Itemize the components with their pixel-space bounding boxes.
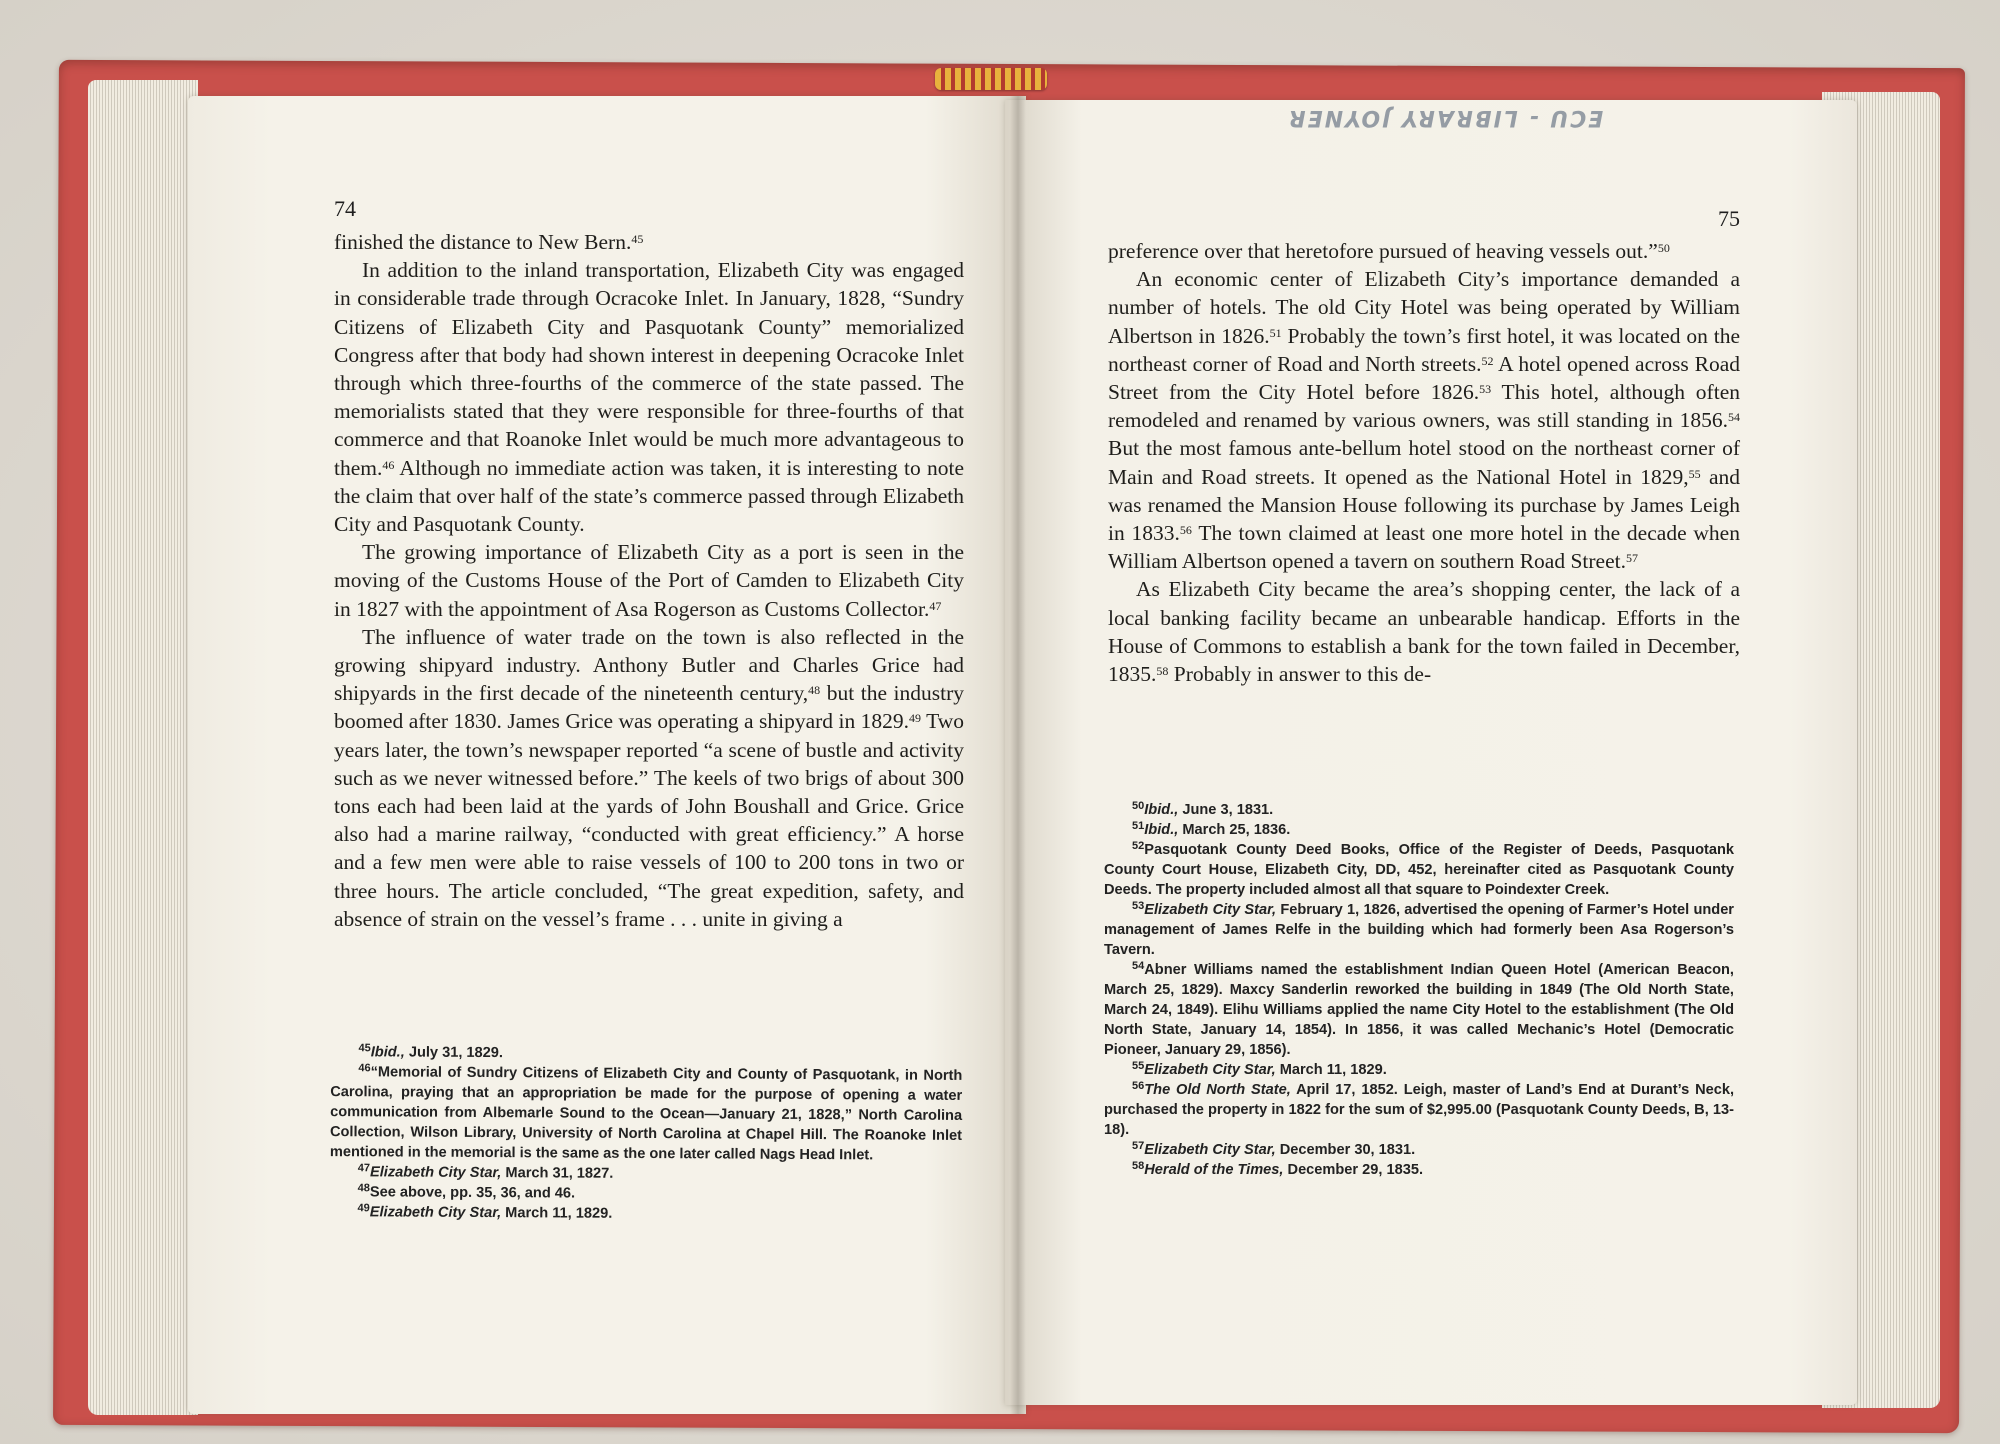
paragraph: The influence of water trade on the town is also reflected in the growing shipyard industry. Anthony Butler and Charles Grice had shipyards in the first decade of the nineteenth century,$^{48}$ but the industry boomed after 1830. James Grice was operating a shipyard in 1829.49 Two years later, the town’s newspaper reported “a scene of bustle and activity such as we never witnessed before.” The keels of two brigs of about 300 tons each had been laid at the yards of John Boushall and Grice. Grice also had a marine railway, “conducted with great efficiency.” A horse and a few men were able to raise vessels of 100 to 200 tons in two or three hours. The article concluded, “The great expedition, safety, and absence of strain on the vessel’s frame . . . unite in giving a: [334, 624, 964, 931]
footnote-ref: 46: [382, 457, 395, 472]
footnote-ref: 49: [909, 711, 922, 726]
footnote: $^{58}$Herald of the Times, December 29, 1835.: [1132, 1160, 1424, 1178]
footnote-ref: 52: [1481, 353, 1494, 368]
footnote-ref: 53: [1479, 382, 1492, 397]
footnote: $^{46}$“Memorial of Sundry Citizens of Elizabeth City and County of Pasquotank, in North Carolina, praying that an appropriation be made for the purpose of opening a water communication from Albemarle Sound to the Ocean—January 21, 1828,” North Carolina Collection, Wilson Library, University of North Carolina at Chapel Hill. The Roanoke Inlet mentioned in the memorial is the same as the one later called Nags Head Inlet.: [329, 1062, 963, 1164]
footnote: $^{57}$Elizabeth City Star, December 30, 1831.: [1132, 1140, 1416, 1158]
headband: [935, 68, 1047, 90]
paragraph: In addition to the inland transportation, Elizabeth City was engaged in considerable trade through Ocracoke Inlet. In January, 1828, “Sundry Citizens of Elizabeth City and Pasquotank County” memorialized Congress after that body had shown interest in deepening Ocracoke Inlet through which three-fourths of the commerce of the state passed. The memorialists stated that they were responsible for three-fourths of that commerce and that Roanoke Inlet would be much more advantageous to them.$^{46}$ Although no immediate action was taken, it is interesting to note the claim that over half of the state’s commerce passed through Elizabeth City and Pasquotank County.: [334, 258, 964, 537]
paragraph: As Elizabeth City became the area’s shopping center, the lack of a local banking facility became an unbearable handicap. Efforts in the House of Commons to establish a bank for the town failed in December, 1835.58 Probably in answer to this de-: [1108, 577, 1740, 687]
footnote: $^{56}$The Old North State, April 17, 1852. Leigh, master of Land’s End at Durant’s Neck, purchased the property in 1822 for the sum of $2,995.00 (Pasquotank County Deeds, B, 13-18).: [1104, 1080, 1735, 1138]
footnote: $^{52}$Pasquotank County Deed Books, Office of the Register of Deeds, Pasquotank County Court House, Elizabeth City, DD, 452, hereinafter cited as Pasquotank County Deeds. The property included almost all that square to Poindexter Creek.: [1104, 840, 1734, 898]
footnote-ref: 48: [808, 683, 821, 698]
footnote: $^{55}$Elizabeth City Star, March 11, 1829.: [1132, 1060, 1387, 1078]
paragraph: preference over that heretofore pursued of heaving vessels out.”$^{50}$: [1108, 239, 1670, 263]
footnote: $^{47}$Elizabeth City Star, March 31, 1827.: [357, 1162, 614, 1182]
right-page-body: [1108, 237, 1740, 688]
library-stamp: ECU - LIBRARY JOYNER: [1286, 105, 1604, 130]
footnote-ref: 56: [1179, 523, 1192, 538]
left-page-footnotes: [329, 1042, 962, 1226]
book-gutter: [1010, 96, 1026, 1414]
paragraph: The growing importance of Elizabeth City as a port is seen in the moving of the Customs House of the Port of Camden to Elizabeth City in 1827 with the appointment of Asa Rogerson as Customs Collector.$^{47}$: [334, 540, 964, 621]
footnote: $^{45}$Ibid., July 31, 1829.: [358, 1042, 504, 1062]
footnote-ref: 51: [1269, 325, 1282, 340]
page-number-right: 75: [1718, 206, 1740, 231]
footnote: $^{50}$Ibid., June 3, 1831.: [1132, 800, 1274, 818]
footnote: $^{53}$Elizabeth City Star, February 1, 1826, advertised the opening of Farmer’s Hotel under management of James Relfe in the building which had formerly been Asa Rogerson’s Tavern.: [1104, 900, 1734, 958]
footnote-ref: 54: [1728, 410, 1740, 425]
footnote-ref: 45: [631, 232, 644, 246]
paragraph: An economic center of Elizabeth City’s importance demanded a number of hotels. The old City Hotel was being operated by William Albertson in 1826.51 Probably the town’s first hotel, it was located on the northeast corner of Road and North streets.$^{52}$ A hotel opened across Road Street from the City Hotel before 1826.53 This hotel, although often remodeled and renamed by various owners, was still standing in 1856.54 But the most famous ante-bellum hotel stood on the northeast corner of Main and Road streets. It opened as the National Hotel in 1829,55 and was renamed the Mansion House following its purchase by James Leigh in 1833.56 The town claimed at least one more hotel in the decade when William Albertson opened a tavern on southern Road Street.$^{57}$: [1108, 267, 1740, 574]
page-edges-left: [88, 80, 198, 1415]
footnote: $^{51}$Ibid., March 25, 1836.: [1132, 820, 1291, 838]
footnote: $^{49}$Elizabeth City Star, March 11, 1829.: [357, 1202, 613, 1222]
footnote-ref: 47: [929, 598, 942, 613]
footnote: $^{54}$Abner Williams named the establishment Indian Queen Hotel (American Beacon, March 25, 1829). Maxcy Sanderlin reworked the building in 1849 (The Old North State, March 24, 1849). Elihu Williams applied the name City Hotel to the establishment (The Old North State, January 14, 1854). In 1856, it was called Mechanic’s Hotel (Democratic Pioneer, January 29, 1856).: [1104, 960, 1734, 1058]
right-page-footnotes: [1104, 800, 1734, 1180]
footnote: $^{48}$See above, pp. 35, 36, and 46.: [357, 1182, 576, 1202]
footnote-ref: 57: [1626, 551, 1638, 566]
paragraph: finished the distance to New Bern.$^{45}$: [334, 230, 644, 254]
left-page-body: [334, 228, 964, 933]
footnote-ref: 50: [1657, 241, 1670, 255]
footnote-ref: 55: [1688, 466, 1701, 481]
footnote-ref: 58: [1156, 664, 1169, 679]
page-number-left: 74: [334, 196, 356, 221]
